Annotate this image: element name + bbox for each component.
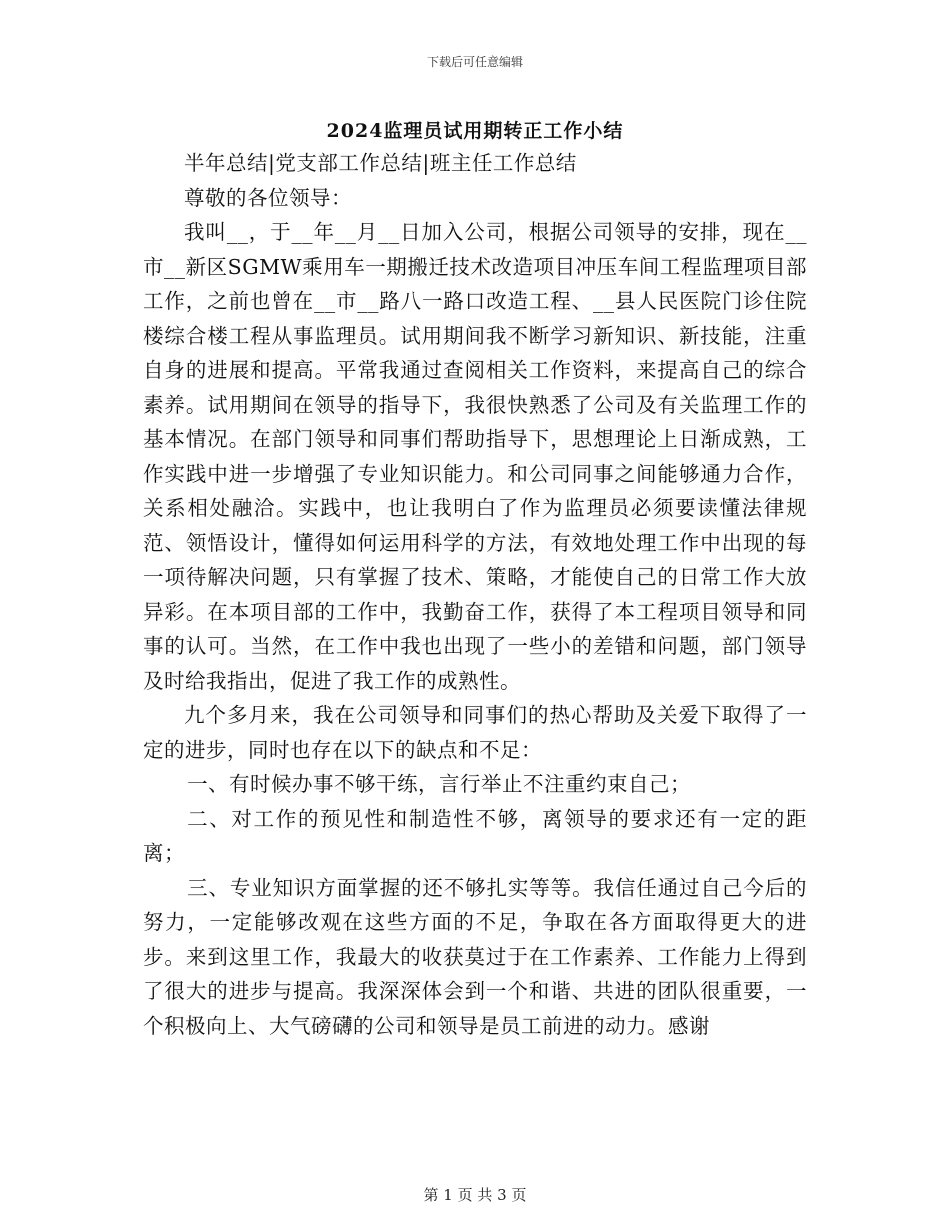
header-note: 下载后可任意编辑 <box>426 55 523 69</box>
paragraph-shortcoming-2: 二、对工作的预见性和制造性不够，离领导的要求还有一定的距离； <box>143 806 807 865</box>
paragraph-progress: 九个多月来，我在公司领导和同事们的热心帮助及关爱下取得了一定的进步，同时也存在以下的缺点和不足： <box>143 703 807 762</box>
page-number-footer: 第 1 页 共 3 页 <box>423 1186 527 1204</box>
paragraph-shortcoming-1: 一、有时候办事不够干练，言行举止不注重约束自己； <box>187 772 692 796</box>
paragraph-shortcoming-3: 三、专业知识方面掌握的还不够扎实等等。我信任通过自己今后的努力，一定能够改观在这些方面的不足，争取在各方面取得更大的进步。来到这里工作，我最大的收获莫过于在工作素养、工作能力上得到了很大的进步与提高。我深深体会到一个和谐、共进的团队很重要，一个积极向上、大气磅礴的公司和领导是员工前进的动力。感谢 <box>143 875 807 1038</box>
document-title: 2024监理员试用期转正工作小结 <box>326 120 624 142</box>
document-body <box>143 146 807 1043</box>
paragraph-salutation: 尊敬的各位领导： <box>184 185 352 210</box>
paragraph-categories: 半年总结|党支部工作总结|班主任工作总结 <box>184 151 577 175</box>
paragraph-introduction: 我叫__，于__年__月__日加入公司，根据公司领导的安排，现在__市__新区SGMW乘用车一期搬迁技术改造项目冲压车间工程监理项目部工作，之前也曾在__市__路八一路口改造工程、__县人民医院门诊住院楼综合楼工程从事监理员。试用期间我不断学习新知识、新技能，注重自身的进展和提高。平常我通过查阅相关工作资料，来提高自己的综合素养。试用期间在领导的指导下，我很快熟悉了公司及有关监理工作的基本情况。在部门领导和同事们帮助指导下，思想理论上日渐成熟，工作实践中进一步增强了专业知识能力。和公司同事之间能够通力合作，关系相处融洽。实践中，也让我明白了作为监理员必须要读懂法律规范、领悟设计，懂得如何运用科学的方法，有效地处理工作中出现的每一项待解决问题，只有掌握了技术、策略，才能使自己的日常工作大放异彩。在本项目部的工作中，我勤奋工作，获得了本工程项目领导和同事的认可。当然，在工作中我也出现了一些小的差错和问题，部门领导及时给我指出，促进了我工作的成熟性。 <box>143 220 807 693</box>
